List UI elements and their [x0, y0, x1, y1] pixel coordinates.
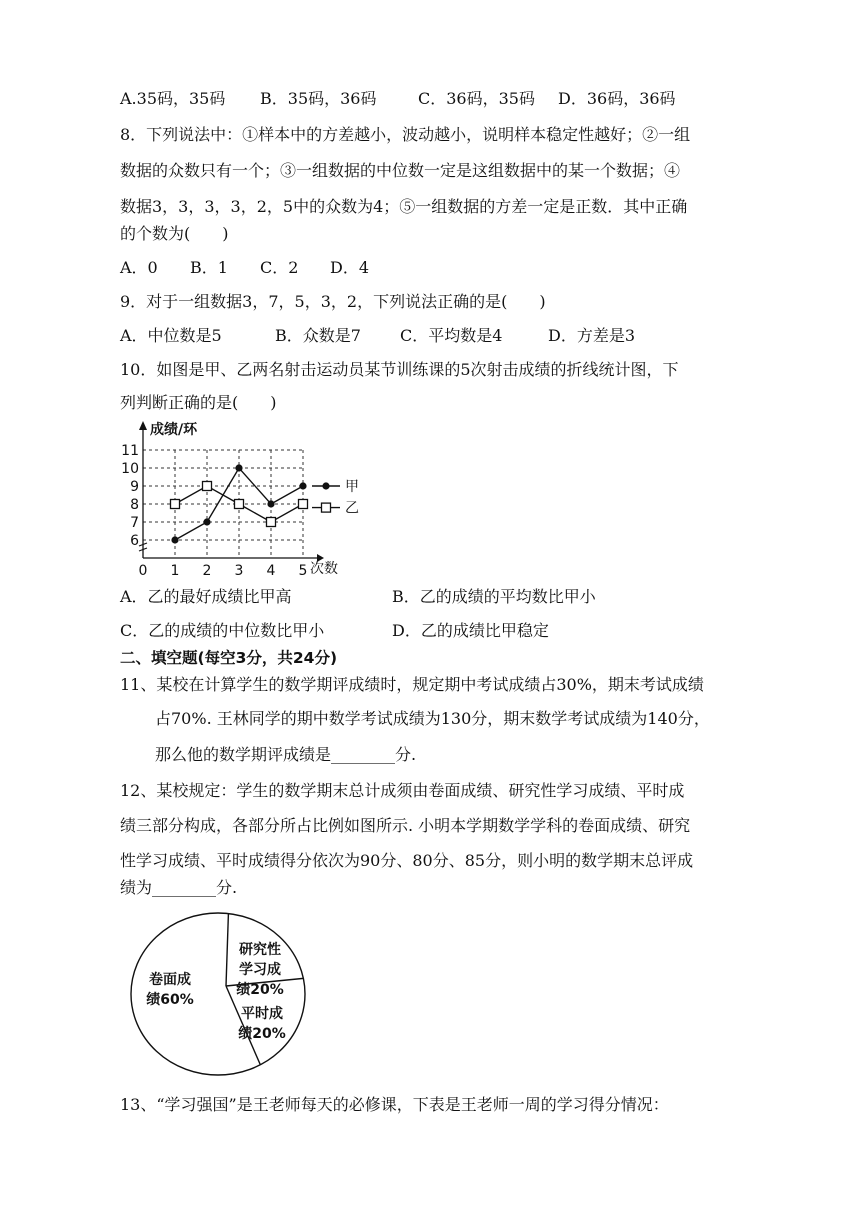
- legend-label-2: 乙: [345, 500, 359, 517]
- pie-slice-label-2: 绩20%: [236, 982, 284, 998]
- data-point-2: [299, 500, 308, 509]
- y-axis-label: 成绩/环: [150, 422, 198, 438]
- q10-line-1: 10．如图是甲、乙两名射击运动员某节训练课的5次射击成绩的折线统计图，下: [120, 360, 679, 379]
- q8-option-b: B．1: [190, 258, 228, 277]
- q10-option-d: D．乙的成绩比甲稳定: [392, 621, 549, 640]
- q12-line-1: 12、某校规定：学生的数学期末总计成须由卷面成绩、研究性学习成绩、平时成: [120, 781, 685, 800]
- q8-option-a: A．0: [120, 258, 158, 277]
- q10-line-2: 列判断正确的是( ): [120, 393, 277, 412]
- line-chart: [112, 416, 372, 582]
- q7-option-a: A.35码，35码: [120, 89, 226, 108]
- data-point-2: [171, 500, 180, 509]
- q8-line-3: 数据3，3，3，3，2，5中的众数为4；⑤一组数据的方差一定是正数．其中正确: [120, 197, 688, 216]
- data-point-2: [203, 482, 212, 491]
- q9-stem: 9．对于一组数据3，7，5，3，2，下列说法正确的是( ): [120, 292, 546, 311]
- q10-options-row-1: [120, 586, 596, 608]
- chart-grid: [143, 450, 303, 558]
- pie-slice-label-1: 卷面成: [149, 972, 191, 988]
- x-tick-label: 4: [266, 563, 276, 579]
- x-tick-label: 0: [138, 563, 148, 579]
- q9-option-a: A．中位数是5: [120, 326, 222, 345]
- q8-option-d: D．4: [330, 258, 370, 277]
- chart-legend: [312, 479, 359, 517]
- data-point-1: [267, 500, 274, 507]
- q10-options-row-2: [120, 620, 549, 642]
- y-tick-label: 6: [130, 533, 139, 549]
- x-axis-label: 次数: [310, 561, 338, 577]
- x-tick-label: 1: [170, 563, 180, 579]
- y-axis-arrow: [139, 421, 147, 430]
- pie-slice-label-2: 研究性: [239, 942, 281, 958]
- legend-label-1: 甲: [345, 479, 359, 495]
- pie-slice-label-1: 绩60%: [146, 992, 194, 1008]
- chart-axes: [139, 421, 324, 562]
- q11-line-3: 那么他的数学期评成绩是________分.: [155, 745, 417, 764]
- legend-marker-1: [322, 482, 329, 489]
- q9-option-c: C．平均数是4: [400, 326, 503, 345]
- q10-option-b: B．乙的成绩的平均数比甲小: [392, 587, 596, 606]
- q9-option-d: D．方差是3: [548, 326, 636, 345]
- q8-line-2: 数据的众数只有一个；③一组数据的中位数一定是这组数据中的某一个数据；④: [120, 161, 681, 180]
- pie-slice-label-3: 绩20%: [238, 1026, 286, 1042]
- y-tick-label: 9: [130, 479, 139, 495]
- x-tick-label: 5: [298, 563, 308, 579]
- q12-line-3: 性学习成绩、平时成绩得分依次为90分、80分、85分，则小明的数学期末总评成: [120, 851, 694, 870]
- q7-option-d: D．36码，36码: [558, 89, 676, 108]
- pie-slice-label-3: 平时成: [241, 1006, 283, 1022]
- x-tick-label: 2: [202, 563, 212, 579]
- data-point-2: [267, 518, 276, 527]
- q11-line-2: 占70%. 王林同学的期中数学考试成绩为130分，期末数学考试成绩为140分，: [155, 709, 710, 728]
- q8-line-1: 8．下列说法中：①样本中的方差越小，波动越小，说明样本稳定性越好；②一组: [120, 125, 691, 144]
- q12-line-4: 绩为________分.: [120, 878, 238, 897]
- section-title: 二、填空题(每空3分，共24分): [120, 649, 338, 667]
- q7-options: [120, 88, 676, 110]
- data-point-1: [235, 464, 242, 471]
- q10-option-a: A．乙的最好成绩比甲高: [120, 587, 292, 606]
- q8-option-c: C．2: [260, 258, 299, 277]
- data-point-1: [299, 482, 306, 489]
- q7-option-b: B．35码，36码: [260, 89, 377, 108]
- legend-marker-2: [322, 503, 331, 512]
- y-tick-label: 7: [130, 515, 139, 531]
- data-point-1: [171, 536, 178, 543]
- y-tick-label: 11: [121, 443, 139, 459]
- q9-option-b: B．众数是7: [275, 326, 361, 345]
- pie-slice-label-2: 学习成: [239, 962, 281, 978]
- q7-option-c: C．36码，35码: [418, 89, 535, 108]
- y-tick-label: 8: [130, 497, 139, 513]
- q9-options: [120, 325, 635, 347]
- q12-line-2: 绩三部分构成，各部分所占比例如图所示. 小明本学期数学学科的卷面成绩、研究: [120, 816, 691, 835]
- q8-options: [120, 257, 369, 279]
- data-point-1: [203, 518, 210, 525]
- y-tick-label: 10: [121, 461, 139, 477]
- data-point-2: [235, 500, 244, 509]
- pie-chart: [128, 910, 308, 1078]
- q13-stem: 13、“学习强国”是王老师每天的必修课，下表是王老师一周的学习得分情况：: [120, 1095, 669, 1114]
- x-tick-label: 3: [234, 563, 244, 579]
- q10-option-c: C．乙的成绩的中位数比甲小: [120, 621, 325, 640]
- q11-line-1: 11、某校在计算学生的数学期评成绩时，规定期中考试成绩占30%，期末考试成绩: [120, 675, 704, 694]
- q8-line-4: 的个数为( ): [120, 224, 229, 243]
